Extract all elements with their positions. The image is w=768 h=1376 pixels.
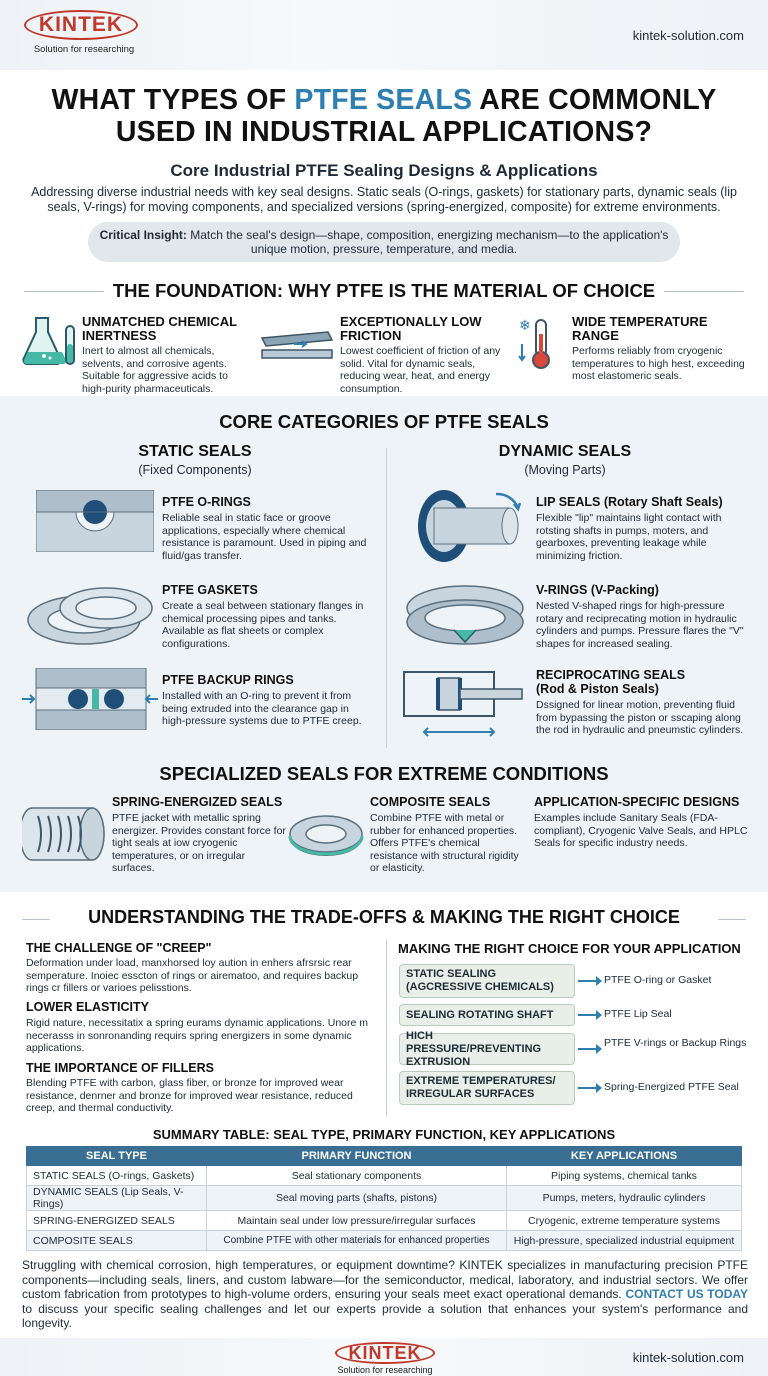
- item-spring-energized-seals: [112, 795, 288, 875]
- item-composite-seals: [370, 795, 528, 875]
- tradeoff-text-creep: Deformation under load, manxhorsed loy aution in enhers afrsrsic rear semperature. Inoiec esscton of rings or airematoo, and requires backup rings cr fillers or varioes pelisstions.: [26, 957, 359, 994]
- choice-result: Spring-Energized PTFE Seal: [604, 1081, 739, 1093]
- gasket-icon: [24, 580, 158, 648]
- table-cell: Cryogenic, extreme temperature systems: [507, 1211, 742, 1231]
- header: [0, 0, 768, 70]
- item-reciprocating-seals: [536, 668, 754, 737]
- static-seals-heading: STATIC SEALS: [138, 443, 252, 460]
- feature-text: Performs reliably from cryogenic temperatures to high hest, exceeding most elastomeric seals.: [572, 345, 745, 382]
- title-part2: ARE COMMONLY USED IN INDUSTRIAL APPLICATIONS?: [115, 84, 717, 148]
- website-link[interactable]: kintek-solution.com: [632, 28, 744, 43]
- page-subtitle: Core Industrial PTFE Sealing Designs & Applications: [170, 161, 598, 180]
- table-header-row: [27, 1147, 742, 1166]
- insight-banner: [88, 222, 680, 262]
- tradeoff-title-fillers: THE IMPORTANCE OF FILLERS: [26, 1061, 214, 1075]
- item-text: Flexible "lip" maintains light contact with rotsting shafts in pumps, moters, and gearboxes, preventing leakage while minimizing friction.: [536, 512, 722, 562]
- specialized-heading: SPECIALIZED SEALS FOR EXTREME CONDITIONS: [159, 763, 609, 784]
- table-cell: Pumps, meters, hydraulic cylinders: [507, 1186, 742, 1211]
- item-ptfe-o-rings: [162, 495, 370, 562]
- kintek-logo[interactable]: [24, 10, 144, 55]
- summary-table-title: SUMMARY TABLE: SEAL TYPE, PRIMARY FUNCTION, KEY APPLICATIONS: [152, 1127, 616, 1142]
- choice-high-pressure: HICH PRESSURE/PREVENTING EXTRUSION: [399, 1033, 575, 1065]
- tradeoff-text-elasticity: Rigid nature, necessitatix a spring eurams dynamic applications. Unore m necerasss in sonronanding requirs spring energizers in some dynamic applications.: [26, 1017, 368, 1054]
- item-text: Nested V-shaped rings for high-pressure rotary and reciprecating motion in hydraulic cylinders and pumps. Pressure flares the "V" shapes for increased sealing.: [536, 600, 744, 650]
- spring-seal-icon: [22, 798, 108, 868]
- composite-ring-icon: [286, 808, 366, 860]
- dynamic-seals-subtitle: (Moving Parts): [524, 463, 606, 477]
- table-cell: High-pressure, specialized industrial equipment: [507, 1231, 742, 1251]
- tradeoffs-heading: UNDERSTANDING THE TRADE-OFFS & MAKING THE RIGHT CHOICE: [88, 907, 680, 927]
- feature-text: Lowest coefficient of friction of any solid. Vital for dynamic seals, reducing wear, heat, and energy consumption.: [340, 345, 501, 395]
- footer-text-part2: to discuss your specific sealing challenges and let our experts provide a solution that enhances your system's performance and longevity.: [22, 1301, 748, 1330]
- item-text: Create a seal between stationary flanges in chemical processing pipes and tanks. Available as flat sheets or complex configurations.: [162, 600, 364, 650]
- column-header: PRIMARY FUNCTION: [207, 1147, 507, 1166]
- footer-cta-text: [22, 1258, 748, 1331]
- foundation-heading: THE FOUNDATION: WHY PTFE IS THE MATERIAL OF CHOICE: [112, 280, 656, 301]
- table-cell: Combine PTFE with other materials for enhanced properties: [207, 1231, 507, 1251]
- item-text: PTFE jacket with metallic spring energizer. Provides constant force for tight seals at iow cryogenic temperatures, or on irregular surfaces.: [112, 812, 286, 874]
- table-row: [27, 1211, 742, 1231]
- choice-result: PTFE V-rings or Backup Rings: [604, 1037, 747, 1049]
- logo-oval: [335, 1342, 435, 1364]
- table-cell: COMPOSITE SEALS: [27, 1231, 207, 1251]
- item-subtitle: (Rod & Piston Seals): [536, 682, 659, 696]
- feature-title: WIDE TEMPERATURE RANGE: [572, 314, 708, 343]
- table-row: [27, 1231, 742, 1251]
- static-seals-subtitle: (Fixed Components): [138, 463, 252, 477]
- feature-low-friction: [340, 315, 508, 395]
- item-title: SPRING-ENERGIZED SEALS: [112, 795, 283, 809]
- item-title: PTFE GASKETS: [162, 583, 258, 597]
- summary-table: [26, 1146, 742, 1251]
- tradeoff-title-creep: THE CHALLENGE OF "CREEP": [26, 941, 212, 955]
- logo-text: KINTEK: [348, 1342, 422, 1363]
- column-header: SEAL TYPE: [27, 1147, 207, 1166]
- table-cell: DYNAMIC SEALS (Lip Seals, V-Rings): [27, 1186, 207, 1211]
- item-title: RECIPROCATING SEALS: [536, 668, 686, 682]
- feature-text: Inert to almost all chemicals, selvents, and corrosive agents. Suitable for aggressive acids to high-purity pharmaceuticals.: [82, 345, 228, 395]
- feature-title: EXCEPTIONALLY LOW FRICTION: [340, 314, 482, 343]
- table-cell: Seal moving parts (shafts, pistons): [207, 1186, 507, 1211]
- item-text: Installed with an O-ring to prevent it from being extruded into the clearance gap in high-pressure systems due to PTFE creep.: [162, 690, 362, 727]
- item-title: PTFE O-RINGS: [162, 495, 251, 509]
- logo-tagline: Solution for researching: [33, 44, 135, 55]
- column-divider: [386, 940, 387, 1116]
- item-title: LIP SEALS (Rotary Shaft Seals): [536, 495, 723, 509]
- item-v-rings: [536, 583, 754, 650]
- item-lip-seals: [536, 495, 754, 562]
- item-title: COMPOSITE SEALS: [370, 795, 491, 809]
- intro-text: Addressing diverse industrial needs with key seal designs. Static seals (O-rings, gaskets) for stationary parts, dynamic seals (lip seals, V-rings) for moving components, and specialized versions (spring-energized, composite) for extreme environments.: [31, 185, 737, 214]
- column-header: KEY APPLICATIONS: [507, 1147, 742, 1166]
- item-title: V-RINGS (V-Packing): [536, 583, 659, 597]
- feature-temperature-range: [572, 315, 750, 383]
- table-cell: SPRING-ENERGIZED SEALS: [27, 1211, 207, 1231]
- table-cell: Piping systems, chemical tanks: [507, 1166, 742, 1186]
- feature-chemical-inertness: [82, 315, 254, 395]
- v-ring-icon: [402, 578, 528, 654]
- backup-ring-icon: [22, 668, 158, 730]
- table-cell: STATIC SEALS (O-rings, Gaskets): [27, 1166, 207, 1186]
- tradeoff-text-fillers: Blending PTFE with carbon, glass fiber, or bronze for improved wear resistance, denrner and bronze for improved wear resistance, reduced creep, and thermal conductivity.: [26, 1077, 353, 1114]
- sliding-surface-icon: [258, 328, 336, 368]
- rotary-shaft-icon: [404, 484, 528, 568]
- thermometer-icon: [516, 316, 556, 372]
- svg-text:❄: ❄: [519, 318, 531, 334]
- logo-oval: [24, 10, 138, 40]
- core-heading: CORE CATEGORIES OF PTFE SEALS: [219, 411, 549, 432]
- item-ptfe-gaskets: [162, 583, 372, 650]
- choice-extreme-temperatures: EXTREME TEMPERATURES/ IRREGULAR SURFACES: [399, 1071, 575, 1105]
- footer-text-part1: Struggling with chemical corrosion, high temperatures, or equipment downtime? KINTEK specializes in manufacturing precision PTFE components—including seals, liners, and custom labware—for the semiconductor, medical, laboratory, and industrial sectors. We offer custom fabrication from prototypes to high-volume orders, ensuring your seals meet exact operational demands.: [22, 1258, 748, 1301]
- title-highlight: PTFE SEALS: [294, 84, 473, 116]
- item-text: Reliable seal in static face or groove applications, especially where chemical resistance is paramount. Used in piping and fluid/gas transfer.: [162, 512, 367, 562]
- table-row: [27, 1166, 742, 1186]
- logo-text: KINTEK: [38, 13, 124, 36]
- flask-icon: [22, 314, 80, 370]
- footer-logo[interactable]: [330, 1342, 440, 1375]
- arrow-icon: [578, 1014, 598, 1016]
- table-cell: Seal stationary components: [207, 1166, 507, 1186]
- table-cell: Maintain seal under low pressure/irregular surfaces: [207, 1211, 507, 1231]
- page-title: [20, 84, 748, 148]
- arrow-icon: [578, 1048, 598, 1050]
- item-application-specific: [534, 795, 754, 850]
- item-text: Combine PTFE with metal or rubber for enhanced properties. Offers PTFE's chemical resistance with structural rigidity or elasticity.: [370, 812, 519, 874]
- piston-icon: [402, 668, 526, 742]
- insight-text: Match the seal's design—shape, composition, energizing mechanism—to the application's unique motion, pressure, temperature, and media.: [186, 228, 669, 256]
- choice-result: PTFE O-ring or Gasket: [604, 974, 712, 986]
- arrow-icon: [578, 1087, 598, 1089]
- choice-result: PTFE Lip Seal: [604, 1008, 672, 1020]
- item-ptfe-backup-rings: [162, 673, 374, 728]
- choice-static-sealing: STATIC SEALING (AGCRESSIVE CHEMICALS): [399, 964, 575, 998]
- dynamic-seals-heading: DYNAMIC SEALS: [498, 443, 632, 460]
- item-text: Examples include Sanitary Seals (FDA-compliant), Cryogenic Valve Seals, and HPLC Seals for specific industry needs.: [534, 812, 748, 849]
- item-title: APPLICATION-SPECIFIC DESIGNS: [534, 795, 740, 809]
- table-row: [27, 1186, 742, 1211]
- column-divider: [386, 448, 387, 748]
- choice-rotating-shaft: SEALING ROTATING SHAFT: [399, 1004, 575, 1026]
- arrow-icon: [578, 980, 598, 982]
- item-title: PTFE BACKUP RINGS: [162, 673, 294, 687]
- tradeoff-title-elasticity: LOWER ELASTICITY: [26, 1000, 149, 1014]
- o-ring-icon: [36, 490, 154, 552]
- footer-website-link[interactable]: kintek-solution.com: [632, 1350, 744, 1365]
- right-choice-heading: MAKING THE RIGHT CHOICE FOR YOUR APPLICATION: [398, 941, 741, 956]
- item-text: Dssigned for linear motion, preventing fluid from bypassing the piston or sscaping along the rod in hydraulic and pneumstic cylinders.: [536, 699, 744, 736]
- contact-us-link[interactable]: CONTACT US TODAY: [625, 1287, 748, 1301]
- insight-label: Critical Insight:: [99, 228, 187, 242]
- footer: [0, 1338, 768, 1376]
- logo-tagline: Solution for researching: [337, 1365, 433, 1375]
- feature-title: UNMATCHED CHEMICAL INERTNESS: [82, 314, 237, 343]
- title-part1: WHAT TYPES OF: [51, 84, 295, 116]
